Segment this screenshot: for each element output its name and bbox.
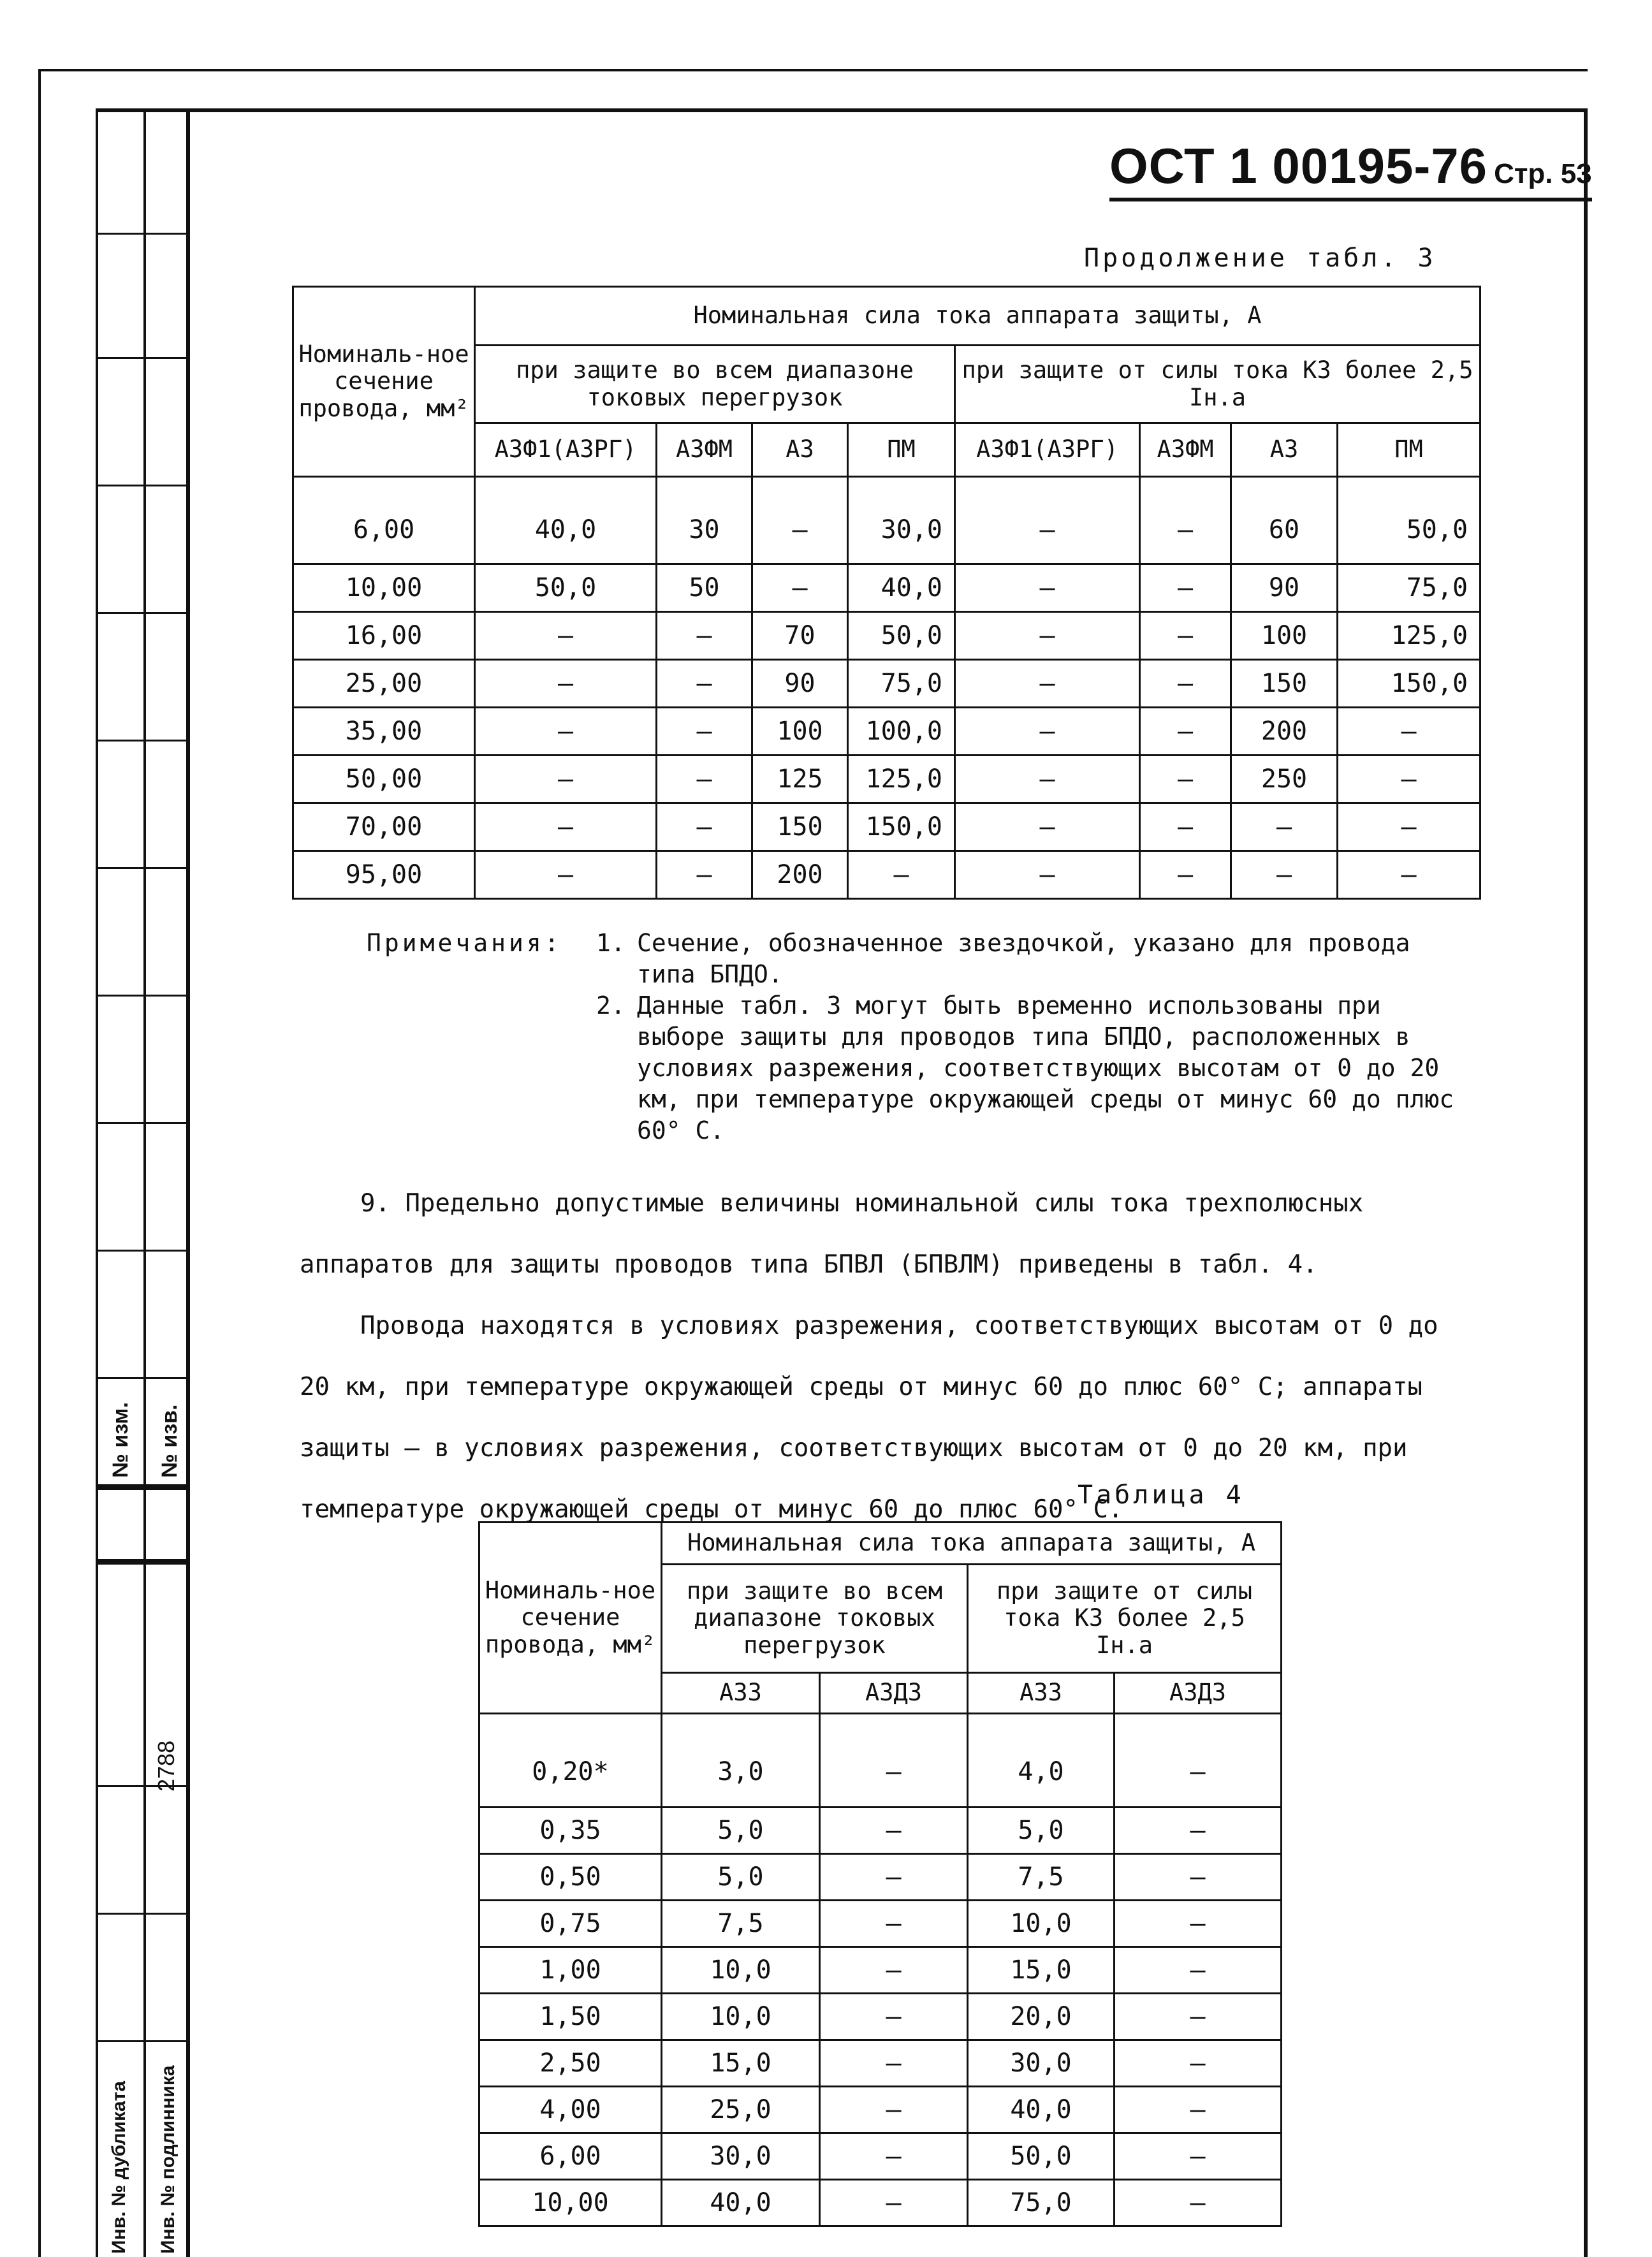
table-row bbox=[293, 851, 1480, 899]
table-cell: 100,0 bbox=[848, 708, 955, 756]
table4-caption: Таблица 4 bbox=[1078, 1480, 1245, 1510]
table-cell: – bbox=[475, 612, 657, 660]
table-cell: – bbox=[1115, 1901, 1282, 1947]
table3-col-header: АЗФ1(АЗРГ) bbox=[955, 423, 1140, 477]
table-cell: 20,0 bbox=[968, 1994, 1115, 2040]
table-cell: – bbox=[955, 803, 1140, 851]
table-cell: – bbox=[1140, 756, 1231, 803]
table-cell: – bbox=[1140, 612, 1231, 660]
table-cell: 10,0 bbox=[968, 1901, 1115, 1947]
table-row bbox=[293, 756, 1480, 803]
table-row bbox=[479, 1808, 1282, 1854]
table4-col-header: АЗЗ bbox=[968, 1673, 1115, 1714]
table-cell: – bbox=[955, 660, 1140, 708]
table-cell: 30,0 bbox=[968, 2040, 1115, 2087]
table-cell: 125,0 bbox=[1338, 612, 1480, 660]
table-cell: 150 bbox=[1231, 660, 1338, 708]
frame-left-line bbox=[186, 108, 190, 2257]
table-cell: – bbox=[1140, 803, 1231, 851]
change-number-label: № изм. bbox=[108, 1402, 133, 1478]
frame-outer-left-line bbox=[38, 69, 41, 2257]
table-row bbox=[293, 564, 1480, 612]
table-cell: 1,00 bbox=[479, 1947, 662, 1994]
table-cell: 30,0 bbox=[848, 477, 955, 564]
table-cell: 150,0 bbox=[848, 803, 955, 851]
table-cell: 70 bbox=[752, 612, 848, 660]
table4-col-header: АЗДЗ bbox=[820, 1673, 968, 1714]
original-inventory-label: Инв. № подлинника bbox=[157, 2065, 179, 2254]
notice-number-label: № изв. bbox=[157, 1404, 182, 1478]
table-cell: – bbox=[752, 477, 848, 564]
table-cell: 35,00 bbox=[293, 708, 475, 756]
table-cell: 50,0 bbox=[968, 2133, 1115, 2180]
table-cell: 250 bbox=[1231, 756, 1338, 803]
table4-section-header: Номиналь-ное сечение провода, мм² bbox=[479, 1523, 662, 1714]
table-cell: 90 bbox=[1231, 564, 1338, 612]
table-cell: 6,00 bbox=[293, 477, 475, 564]
table-cell: – bbox=[1115, 2133, 1282, 2180]
side-thick-divider bbox=[96, 1559, 189, 1565]
table-cell: 125,0 bbox=[848, 756, 955, 803]
table-cell: 125 bbox=[752, 756, 848, 803]
table-cell: – bbox=[820, 2087, 968, 2133]
table-cell: – bbox=[820, 2133, 968, 2180]
table-cell: – bbox=[955, 612, 1140, 660]
table-row bbox=[293, 708, 1480, 756]
table-cell: 7,5 bbox=[662, 1901, 820, 1947]
table3-col-header: АЗ bbox=[1231, 423, 1338, 477]
strip-mid-line bbox=[143, 108, 146, 2257]
table-cell: 3,0 bbox=[662, 1714, 820, 1808]
table-cell: – bbox=[820, 1808, 968, 1854]
side-cell bbox=[96, 357, 189, 359]
table-cell: 150 bbox=[752, 803, 848, 851]
table-cell: 0,35 bbox=[479, 1808, 662, 1854]
table-cell: – bbox=[820, 1854, 968, 1901]
table3 bbox=[292, 286, 1481, 900]
table-cell: 200 bbox=[752, 851, 848, 899]
table-cell: 75,0 bbox=[848, 660, 955, 708]
table-cell: – bbox=[1231, 803, 1338, 851]
table-cell: 25,0 bbox=[662, 2087, 820, 2133]
table-cell: 16,00 bbox=[293, 612, 475, 660]
table-cell: – bbox=[475, 756, 657, 803]
table-row bbox=[479, 2133, 1282, 2180]
page-number: Стр. 53 bbox=[1494, 158, 1592, 189]
table-cell: – bbox=[1140, 851, 1231, 899]
table-cell: 5,0 bbox=[968, 1808, 1115, 1854]
side-cell bbox=[96, 1250, 189, 1252]
table-cell: 70,00 bbox=[293, 803, 475, 851]
table-cell: – bbox=[1115, 2180, 1282, 2226]
table-cell: – bbox=[955, 564, 1140, 612]
frame-top-line bbox=[38, 69, 1588, 71]
table-cell: 50,0 bbox=[1338, 477, 1480, 564]
table3-section-header: Номиналь-ное сечение провода, мм² bbox=[293, 287, 475, 477]
table-row bbox=[293, 803, 1480, 851]
table-row bbox=[479, 1901, 1282, 1947]
note-number: 2. bbox=[596, 991, 625, 1019]
table-cell: – bbox=[955, 708, 1140, 756]
table-cell: 50,00 bbox=[293, 756, 475, 803]
table-cell: 4,0 bbox=[968, 1714, 1115, 1808]
table-cell: – bbox=[1338, 708, 1480, 756]
table-cell: 4,00 bbox=[479, 2087, 662, 2133]
table-row bbox=[479, 1854, 1282, 1901]
side-cell bbox=[96, 867, 189, 869]
table-cell: – bbox=[820, 2040, 968, 2087]
table-cell: 30,0 bbox=[662, 2133, 820, 2180]
table-cell: – bbox=[475, 660, 657, 708]
table3-col-header: ПМ bbox=[1338, 423, 1480, 477]
table3-col-header: АЗ bbox=[752, 423, 848, 477]
table-cell: 50,0 bbox=[475, 564, 657, 612]
side-cell bbox=[96, 1913, 189, 1915]
table-cell: – bbox=[820, 1994, 968, 2040]
notes-label: Примечания: bbox=[367, 929, 562, 957]
table-cell: – bbox=[1115, 1994, 1282, 2040]
table3-col-header: АЗФ1(АЗРГ) bbox=[475, 423, 657, 477]
table-cell: – bbox=[820, 1947, 968, 1994]
table3-col-header: АЗФМ bbox=[657, 423, 752, 477]
table-cell: 10,0 bbox=[662, 1994, 820, 2040]
table3-caption: Продолжение табл. 3 bbox=[1084, 244, 1436, 273]
table-cell: – bbox=[1115, 1947, 1282, 1994]
table-cell: 40,0 bbox=[968, 2087, 1115, 2133]
table-row bbox=[479, 1947, 1282, 1994]
table-cell: 0,75 bbox=[479, 1901, 662, 1947]
table-cell: – bbox=[1140, 477, 1231, 564]
table-cell: 5,0 bbox=[662, 1854, 820, 1901]
table-cell: – bbox=[657, 851, 752, 899]
table-cell: – bbox=[475, 803, 657, 851]
strip-left-line bbox=[96, 108, 98, 2257]
table-cell: – bbox=[657, 612, 752, 660]
table-cell: – bbox=[1115, 1808, 1282, 1854]
table-cell: 100 bbox=[752, 708, 848, 756]
table-cell: – bbox=[955, 756, 1140, 803]
table-cell: – bbox=[955, 477, 1140, 564]
table-cell: – bbox=[1140, 708, 1231, 756]
table-cell: 90 bbox=[752, 660, 848, 708]
table-cell: 1,50 bbox=[479, 1994, 662, 2040]
table-row bbox=[479, 1994, 1282, 2040]
table-cell: – bbox=[820, 1901, 968, 1947]
table-cell: – bbox=[1140, 564, 1231, 612]
table-cell: 5,0 bbox=[662, 1808, 820, 1854]
table3-subheader-overload: при защите во всем диапазоне токовых перегрузок bbox=[475, 346, 955, 423]
table-cell: 10,0 bbox=[662, 1947, 820, 1994]
table-cell: – bbox=[1338, 756, 1480, 803]
table3-col-header: ПМ bbox=[848, 423, 955, 477]
table-cell: 25,00 bbox=[293, 660, 475, 708]
table-cell: 15,0 bbox=[662, 2040, 820, 2087]
table-cell: – bbox=[1140, 660, 1231, 708]
table-cell: 50,0 bbox=[848, 612, 955, 660]
table3-subheader-short-circuit: при защите от силы тока КЗ более 2,5 Iн.а bbox=[955, 346, 1480, 423]
side-cell bbox=[96, 740, 189, 741]
paragraph-conditions: Провода находятся в условиях разрежения, соответствующих высотам от 0 до 20 км, при температуре окружающей среды от минус 60 до плюс 60° С; аппараты защиты – в условиях разрежения, соответствующих высотам от 0 до 20 км, при температуре окружающей среды от минус 60 до плюс 60° С. bbox=[300, 1311, 1438, 1524]
frame-right-line bbox=[1584, 108, 1588, 2257]
table-cell: 2,50 bbox=[479, 2040, 662, 2087]
note-text: Сечение, обозначенное звездочкой, указано для провода типа БПДО. bbox=[637, 929, 1410, 988]
side-cell bbox=[96, 1122, 189, 1124]
table3-group-header: Номинальная сила тока аппарата защиты, А bbox=[475, 287, 1480, 346]
table-cell: 50 bbox=[657, 564, 752, 612]
table-cell: – bbox=[1115, 2040, 1282, 2087]
table-cell: 40,0 bbox=[475, 477, 657, 564]
table-cell: 75,0 bbox=[968, 2180, 1115, 2226]
table-cell: 15,0 bbox=[968, 1947, 1115, 1994]
table-cell: – bbox=[657, 660, 752, 708]
standard-code: ОСТ 1 00195-76 bbox=[1109, 138, 1488, 194]
side-thick-divider bbox=[96, 1484, 189, 1490]
table-cell: 75,0 bbox=[1338, 564, 1480, 612]
table-row bbox=[293, 660, 1480, 708]
table-cell: 7,5 bbox=[968, 1854, 1115, 1901]
body-text bbox=[300, 1173, 1473, 1540]
table-cell: 60 bbox=[1231, 477, 1338, 564]
table-cell: 40,0 bbox=[662, 2180, 820, 2226]
frame-top-inner-line bbox=[96, 108, 1588, 112]
paragraph-9: 9. Предельно допустимые величины номинальной силы тока трехполюсных аппаратов для защиты проводов типа БПВЛ (БПВЛМ) приведены в табл. 4. bbox=[300, 1189, 1364, 1279]
side-cell bbox=[96, 485, 189, 486]
table-cell: – bbox=[475, 851, 657, 899]
table-cell: 100 bbox=[1231, 612, 1338, 660]
note-1 bbox=[596, 928, 1652, 990]
table4 bbox=[478, 1521, 1282, 2227]
table-row bbox=[479, 1714, 1282, 1808]
table-cell: – bbox=[1115, 1714, 1282, 1808]
side-cell bbox=[96, 612, 189, 614]
table4-subheader-overload: при защите во всем диапазоне токовых перегрузок bbox=[662, 1565, 968, 1673]
table-cell: – bbox=[848, 851, 955, 899]
table-cell: – bbox=[1338, 851, 1480, 899]
table-cell: – bbox=[1231, 851, 1338, 899]
table-cell: – bbox=[820, 1714, 968, 1808]
inventory-number: 2788 bbox=[153, 1740, 179, 1792]
table-cell: 95,00 bbox=[293, 851, 475, 899]
note-text: Данные табл. 3 могут быть временно использованы при выборе защиты для проводов типа БПДО, расположенных в условиях разрежения, соответствующих высотам от 0 до 20 км, при температуре окружающей среды от минус 60 до плюс 60° С. bbox=[637, 991, 1454, 1144]
table-cell: – bbox=[475, 708, 657, 756]
table-cell: – bbox=[752, 564, 848, 612]
table-cell: – bbox=[955, 851, 1140, 899]
table-cell: – bbox=[657, 708, 752, 756]
note-2 bbox=[596, 990, 1652, 1146]
table-row bbox=[293, 612, 1480, 660]
note-number: 1. bbox=[596, 929, 625, 957]
table-cell: – bbox=[1115, 2087, 1282, 2133]
table-row bbox=[479, 2180, 1282, 2226]
table4-col-header: АЗЗ bbox=[662, 1673, 820, 1714]
table-cell: – bbox=[1338, 803, 1480, 851]
table-row bbox=[479, 2040, 1282, 2087]
table-cell: 0,50 bbox=[479, 1854, 662, 1901]
side-cell bbox=[96, 233, 189, 235]
side-cell bbox=[96, 2040, 189, 2042]
table-row bbox=[293, 477, 1480, 564]
table-cell: – bbox=[1115, 1854, 1282, 1901]
table-cell: 10,00 bbox=[479, 2180, 662, 2226]
table-cell: 40,0 bbox=[848, 564, 955, 612]
side-cell bbox=[96, 1377, 189, 1379]
side-cell bbox=[96, 995, 189, 997]
duplicate-inventory-label: Инв. № дубликата bbox=[108, 2080, 129, 2254]
table-cell: – bbox=[657, 803, 752, 851]
table-cell: 0,20* bbox=[479, 1714, 662, 1808]
table-cell: 30 bbox=[657, 477, 752, 564]
table-cell: 6,00 bbox=[479, 2133, 662, 2180]
table4-subheader-short-circuit: при защите от силы тока КЗ более 2,5 Iн.а bbox=[968, 1565, 1282, 1673]
table4-col-header: АЗДЗ bbox=[1115, 1673, 1282, 1714]
table-row bbox=[479, 2087, 1282, 2133]
table-cell: 200 bbox=[1231, 708, 1338, 756]
table-cell: – bbox=[820, 2180, 968, 2226]
table-cell: 150,0 bbox=[1338, 660, 1480, 708]
table4-group-header: Номинальная сила тока аппарата защиты, А bbox=[662, 1523, 1282, 1565]
table-cell: 10,00 bbox=[293, 564, 475, 612]
table3-col-header: АЗФМ bbox=[1140, 423, 1231, 477]
document-header bbox=[1109, 137, 1592, 201]
table-cell: – bbox=[657, 756, 752, 803]
